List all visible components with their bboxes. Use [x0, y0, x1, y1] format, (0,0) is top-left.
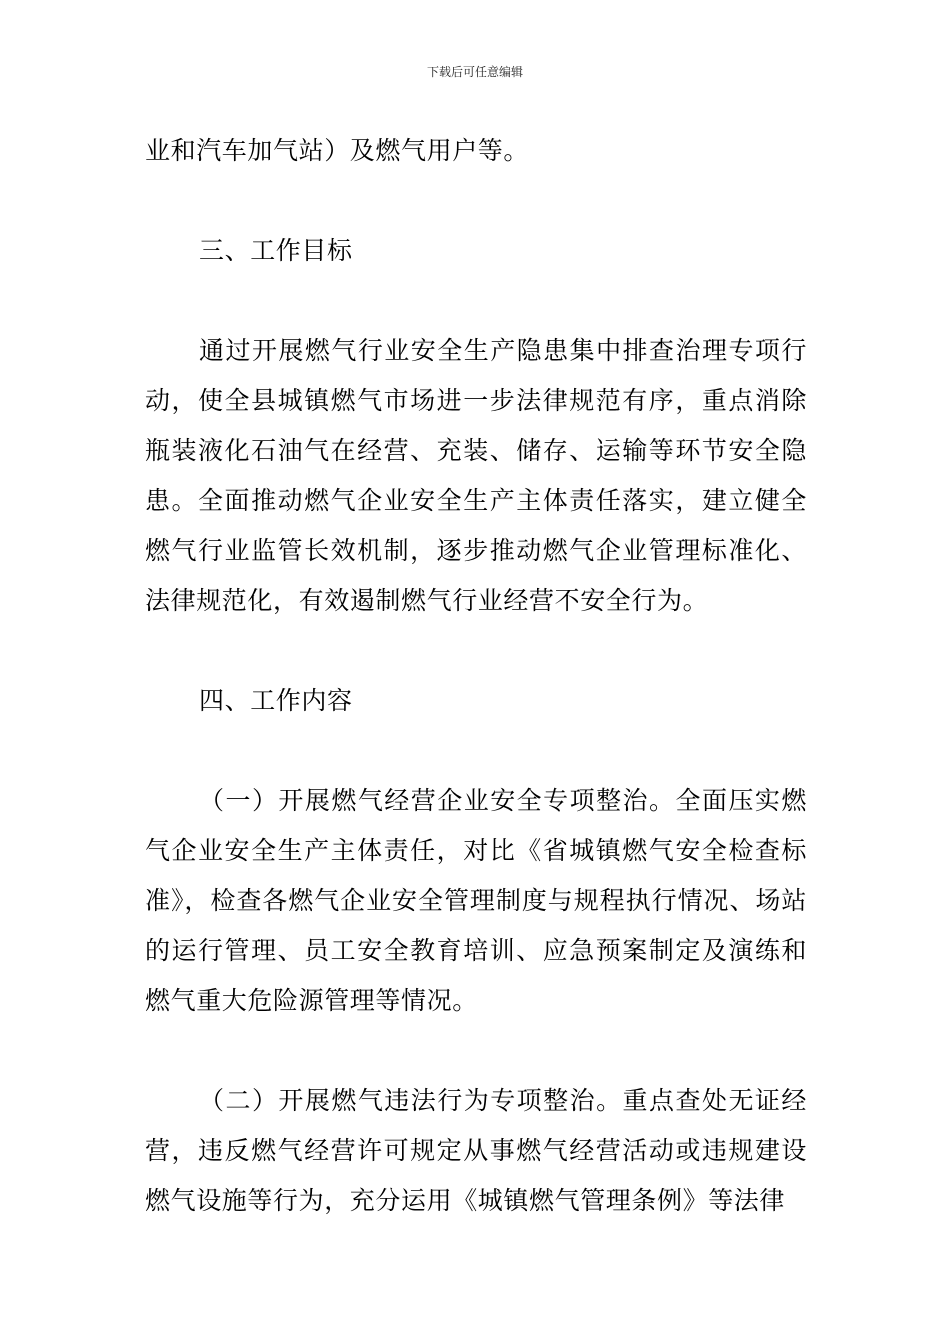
paragraph-intro-tail: 业和汽车加气站）及燃气用户等。 — [145, 136, 530, 165]
paragraph-gap — [145, 176, 807, 226]
paragraph-item-1: （一）开展燃气经营企业安全专项整治。全面压实燃气企业安全生产主体责任，对比《省城镇燃气安全检查标准》，检查各燃气企业安全管理制度与规程执行情况、场站的运行管理、员工安全教育培训、应急预案制定及演练和燃气重大危险源管理等情况。 — [145, 786, 807, 1015]
paragraph-gap — [145, 1026, 807, 1076]
page-header-note: 下载后可任意编辑 — [426, 65, 523, 79]
paragraph-gap — [145, 626, 807, 676]
section-heading-content: 四、工作内容 — [199, 686, 353, 715]
paragraph-gap — [145, 276, 807, 326]
paragraph-item-2: （二）开展燃气违法行为专项整治。重点查处无证经营，违反燃气经营许可规定从事燃气经营活动或违规建设燃气设施等行为，充分运用《城镇燃气管理条例》等法律 — [145, 1086, 807, 1215]
paragraph-goals: 通过开展燃气行业安全生产隐患集中排查治理专项行动，使全县城镇燃气市场进一步法律规范有序，重点消除瓶装液化石油气在经营、充装、储存、运输等环节安全隐患。全面推动燃气企业安全生产主体责任落实，建立健全燃气行业监管长效机制，逐步推动燃气企业管理标准化、法律规范化，有效遏制燃气行业经营不安全行为。 — [145, 336, 807, 615]
section-heading-goals: 三、工作目标 — [199, 236, 353, 265]
document-body — [145, 126, 807, 1226]
paragraph-gap — [145, 726, 807, 776]
